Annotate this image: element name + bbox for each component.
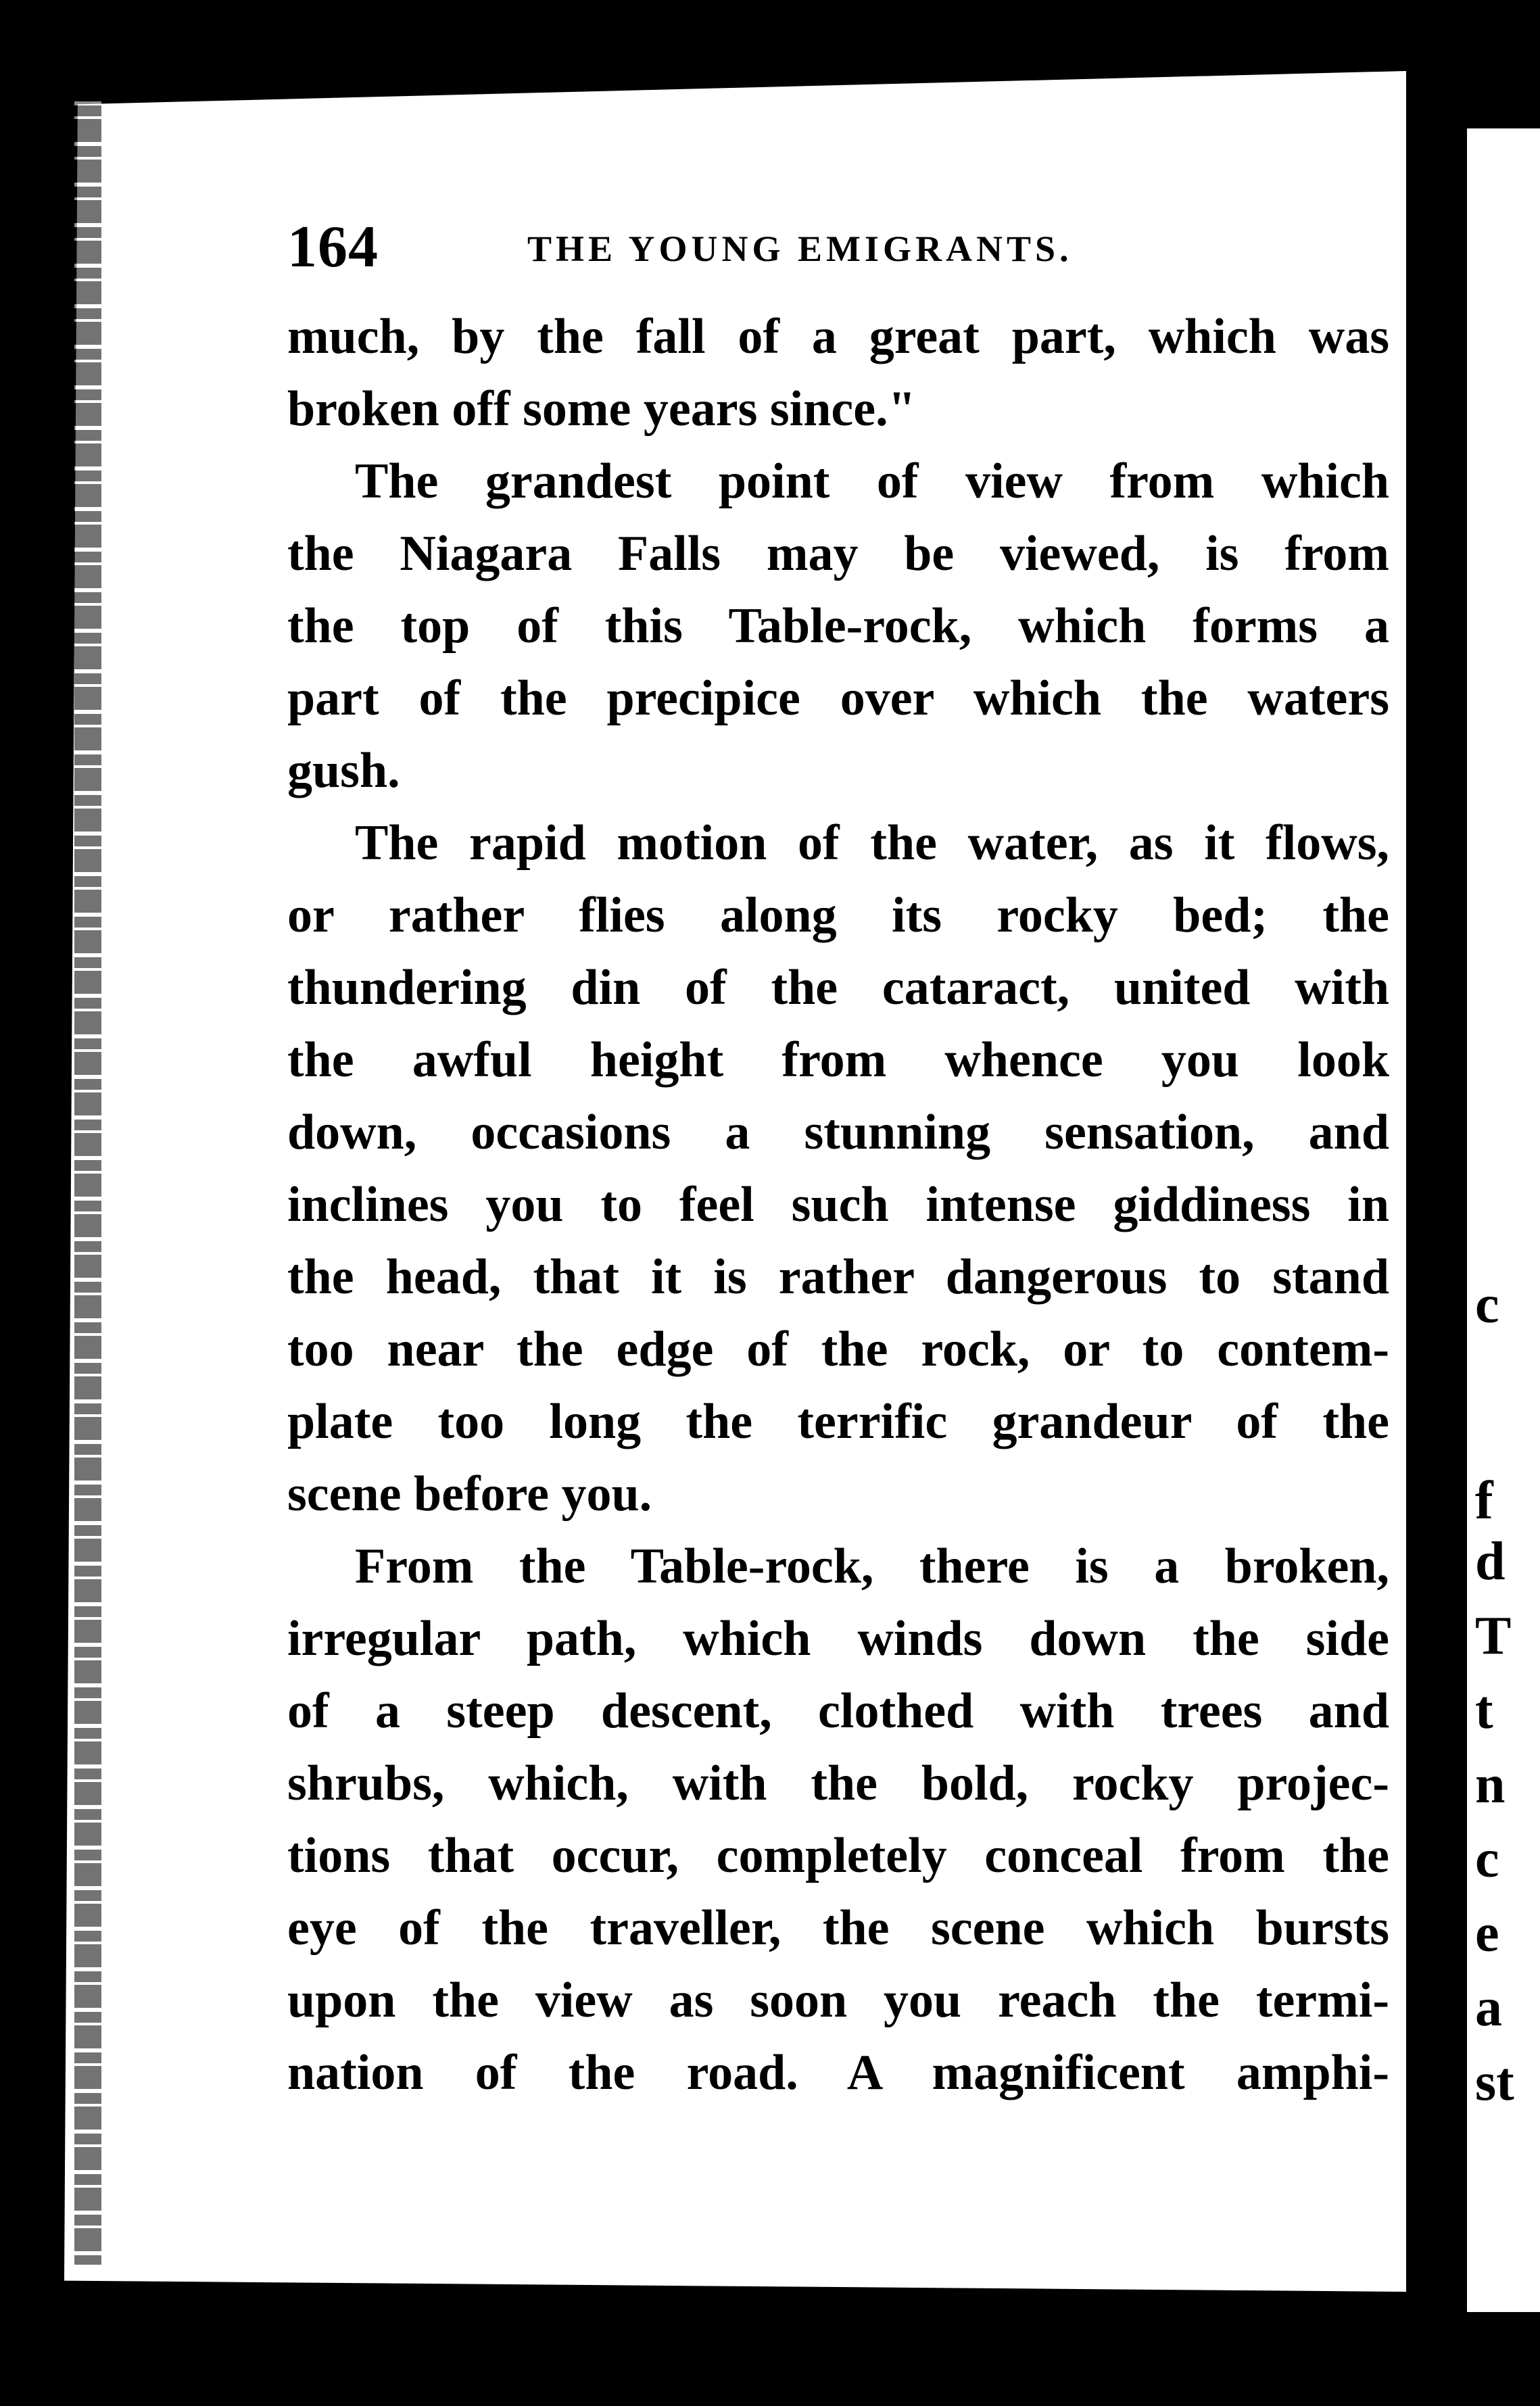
body-text (287, 301, 1389, 2109)
page-number: 164 (287, 214, 379, 280)
page-edge-shadow (74, 101, 101, 2265)
text-line: the top of this Table-rock, which forms a (287, 598, 1389, 654)
running-head (287, 213, 1437, 287)
text-line: nation of the road. A magnificent amphi- (287, 2045, 1389, 2100)
text-line: much, by the fall of a great part, which was (287, 309, 1389, 364)
text-line: part of the precipice over which the waters (287, 671, 1389, 726)
adjacent-page-letter: e (1475, 1904, 1499, 1963)
adjacent-page-letter: st (1475, 2052, 1514, 2112)
adjacent-page-letter: f (1475, 1471, 1493, 1531)
text-line: broken off some years since." (287, 381, 916, 437)
adjacent-page-letter: d (1475, 1532, 1506, 1591)
text-line: shrubs, which, with the bold, rocky projec- (287, 1756, 1389, 1811)
text-line: the Niagara Falls may be viewed, is from (287, 526, 1389, 581)
text-line: The grandest point of view from which (355, 454, 1389, 509)
text-line: irregular path, which winds down the side (287, 1611, 1389, 1666)
text-line: upon the view as soon you reach the termi- (287, 1973, 1389, 2028)
running-title: THE YOUNG EMIGRANTS. (527, 228, 1073, 269)
text-line: thundering din of the cataract, united with (287, 960, 1389, 1015)
text-line: inclines you to feel such intense giddiness in (287, 1177, 1389, 1232)
adjacent-page-sliver (1467, 128, 1540, 2312)
text-line: gush. (287, 743, 400, 798)
adjacent-page-letter: n (1475, 1755, 1506, 1814)
text-line: the head, that it is rather dangerous to stand (287, 1249, 1389, 1305)
page-divider (1432, 108, 1467, 2312)
adjacent-page-letter: T (1475, 1606, 1512, 1666)
text-line: the awful height from whence you look (287, 1032, 1389, 1088)
text-line: From the Table-rock, there is a broken, (355, 1539, 1389, 1594)
text-line: of a steep descent, clothed with trees and (287, 1683, 1389, 1739)
adjacent-page-letter: c (1475, 1829, 1499, 1889)
text-line: tions that occur, completely conceal from the (287, 1828, 1389, 1883)
text-line: down, occasions a stunning sensation, and (287, 1105, 1389, 1160)
text-line: plate too long the terrific grandeur of the (287, 1394, 1389, 1449)
text-line: scene before you. (287, 1466, 652, 1522)
adjacent-page-letter: t (1475, 1681, 1493, 1740)
text-line: The rapid motion of the water, as it flows, (355, 815, 1389, 871)
adjacent-page-letter: c (1475, 1275, 1499, 1334)
text-line: eye of the traveller, the scene which bursts (287, 1900, 1389, 1956)
adjacent-page-letter: a (1475, 1978, 1502, 2038)
text-line: or rather flies along its rocky bed; the (287, 888, 1389, 943)
text-line: too near the edge of the rock, or to contem- (287, 1322, 1389, 1377)
